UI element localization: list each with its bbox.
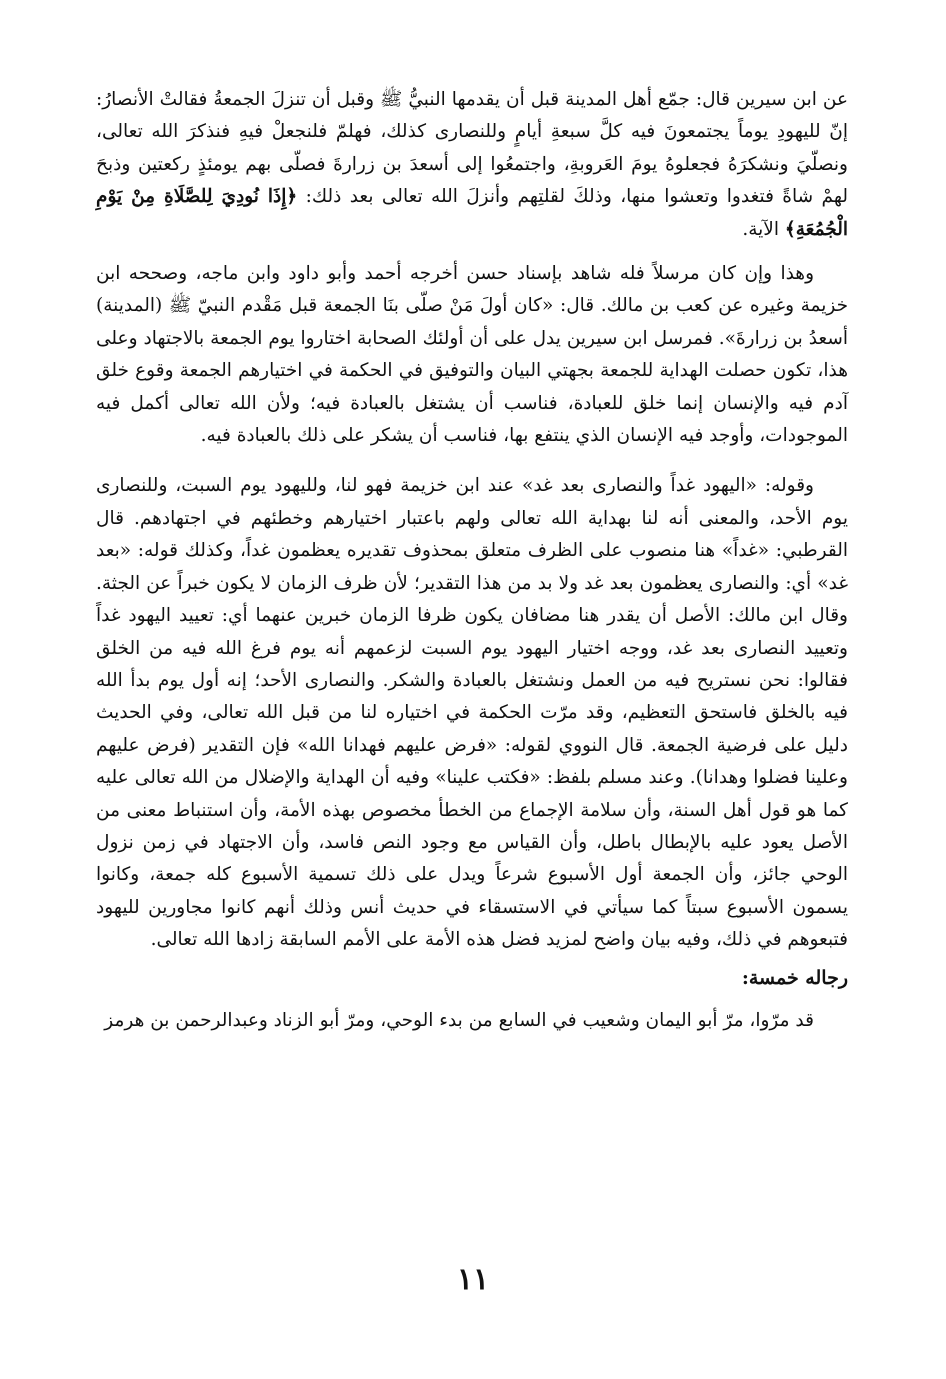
paragraph-1-text: عن ابن سيرين قال: جمّع أهل المدينة قبل أن يقدمها النبيُّ ﷺ وقبل أن تنزلَ الجمعةُ فقالتْ الأنصارُ: إنّ لليهودِ يوماً يجتمعونَ فيه كلَّ سبعةِ أيامٍ وللنصارى كذلك، فهلمّ فلنجعلْ فيهِ فنذكرَ الله تعالى، ونصلّيَ ونشكرَهُ فجعلوهُ يومَ العَروبةِ، واجتمعُوا إلى أسعدَ بن زرارةَ فصلّى بهم يومئذٍ ركعتين وذبحَ لهمْ شاةً فتغدوا وتعشوا منها، وذلكَ لقلتِهم وأنزلَ الله تعالى بعد ذلك: <box>96 89 848 208</box>
paragraph-3: وقوله: «اليهود غداً والنصارى بعد غد» عند ابن خزيمة فهو لنا، ولليهود يوم السبت، وللنصارى يوم الأحد، والمعنى أنه لنا بهداية الله تعالى ولهم باعتبار اختيارهم وخطئهم في اجتهادهم. قال القرطبي: «غداً» هنا منصوب على الظرف متعلق بمحذوف تقديره يعظمون غداً، وكذلك قوله: «بعد غد» أي: والنصارى يعظمون بعد غد ولا بد من هذا التقدير؛ لأن ظرف الزمان لا يكون خبراً عن الجثة. وقال ابن مالك: الأصل أن يقدر هنا مضافان يكون ظرفا الزمان خبرين عنهما أي: تعييد اليهود غداً وتعييد النصارى بعد غد، ووجه اختيار اليهود يوم السبت لزعمهم أنه يوم فرغ الله فيه من الخلق فقالوا: نحن نستريح فيه من العمل ونشتغل بالعبادة والشكر. والنصارى الأحد؛ إنه أول يوم بدأ الله فيه بالخلق فاستحق التعظيم، وقد مرّت الحكمة في اختياره لنا من قبل الله تعالى، وفي الحديث دليل على فرضية الجمعة. قال النووي لقوله: «فرض عليهم فهدانا الله» فإن التقدير (فرض عليهم وعلينا فضلوا وهدانا). وعند مسلم بلفظ: «فكتب علينا» وفيه أن الهداية والإضلال من الله تعالى عليه كما هو قول أهل السنة، وأن سلامة الإجماع من الخطأ مخصوص بهذه الأمة، وأن استنباط معنى من الأصل يعود عليه بالإبطال باطل، وأن القياس مع وجود النص فاسد، وأن الاجتهاد في زمن نزول الوحي جائز، وأن الجمعة أول الأسبوع شرعاً ويدل على ذلك تسمية الأسبوع كله جمعة، وكانوا يسمون الأسبوع سبتاً كما سيأتي في الاستسقاء في حديث أنس وذلك أنهم كانوا مجاورين لليهود فتبعوهم في ذلك، وفيه بيان واضح لمزيد فضل هذه الأمة على الأمم السابقة زادها الله تعالى. <box>96 475 848 951</box>
paragraph-2: وهذا وإن كان مرسلاً فله شاهد بإسناد حسن أخرجه أحمد وأبو داود وابن ماجه، وصححه ابن خزيمة وغيره عن كعب بن مالك. قال: «كان أولَ مَنْ صلّى بنَا الجمعة قبل مَقْدم النبيّ ﷺ (المدينة) أسعدُ بن زرارةَ». فمرسل ابن سيرين يدل على أن أولئك الصحابة اختاروا يوم الجمعة بالاجتهاد وعلى هذا، تكون حصلت الهداية للجمعة بجهتي البيان والتوفيق في الحكمة في اختيارهم الجمعة وقوع خلق آدم فيه والإنسان إنما خلق للعبادة، فناسب أن يشتغل بالعبادة فيه؛ ولأن الله تعالى أكمل فيه الموجودات، وأوجد فيه الإنسان الذي ينتفع بها، فناسب أن يشكر على ذلك بالعبادة فيه. <box>96 263 848 447</box>
page-body <box>96 84 848 1037</box>
section-heading: رجاله خمسة: <box>741 966 848 989</box>
quran-verse: ﴿إِذَا نُودِيَ لِلصَّلَاةِ مِنْ يَوْمِ الْجُمُعَةِ﴾ <box>96 186 848 240</box>
paragraph-1 <box>96 84 848 246</box>
page-number: ١١ <box>456 1262 490 1297</box>
paragraph-4: قد مرّوا، مرّ أبو اليمان وشعيب في السابع من بدء الوحي، ومرّ أبو الزناد وعبدالرحمن بن هرمز <box>104 1009 814 1031</box>
paragraph-1-tail: الآية. <box>742 218 779 240</box>
